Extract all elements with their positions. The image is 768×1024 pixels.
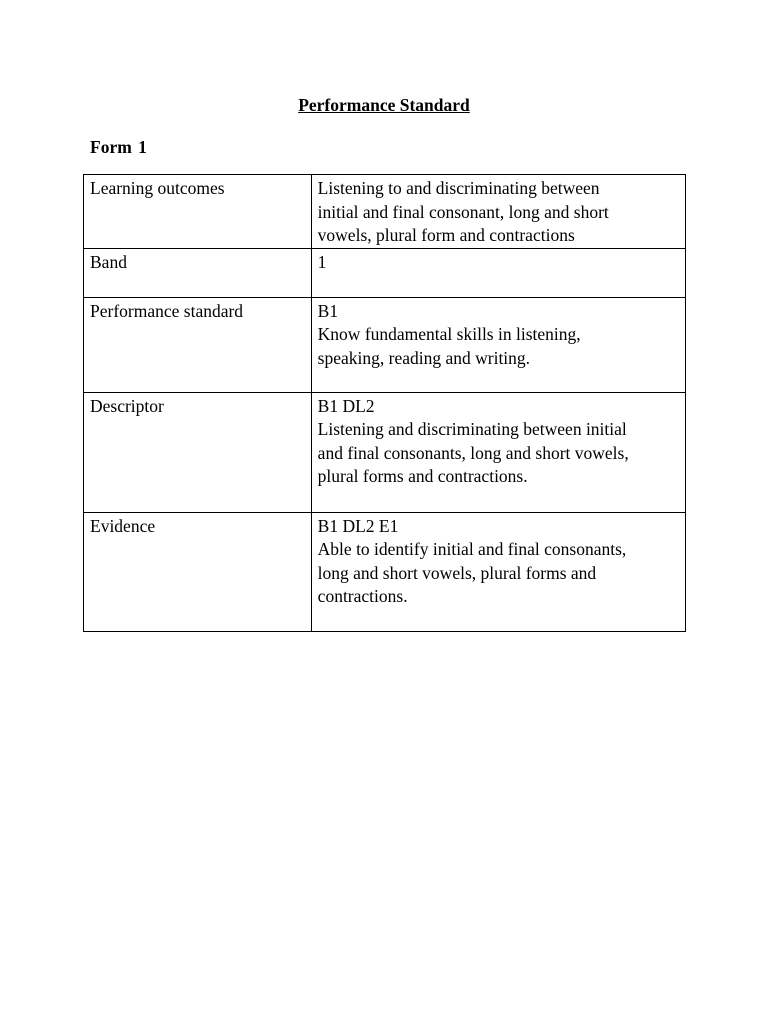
value-line: 1 — [317, 251, 327, 272]
value-line: initial and final consonant, long and short — [317, 201, 609, 222]
value-cell — [311, 175, 685, 249]
value-line: Know fundamental skills in listening, — [317, 324, 581, 344]
value-line: speaking, reading and writing. — [317, 347, 531, 368]
value-line: long and short vowels, plural forms and — [317, 562, 597, 583]
form-label: Form 1 — [90, 137, 147, 157]
value-cell — [311, 297, 685, 392]
table-row-performance-standard — [84, 297, 686, 392]
table-row-descriptor — [84, 392, 686, 512]
table-row-evidence — [84, 512, 686, 631]
value-line: B1 DL2 — [317, 395, 375, 416]
label-cell: Band — [84, 248, 312, 297]
table-row-learning-outcomes — [84, 175, 686, 249]
value-line: contractions. — [317, 586, 408, 606]
label-cell: Performance standard — [84, 297, 312, 392]
value-line: plural forms and contractions. — [317, 466, 528, 486]
value-line: Able to identify initial and final consonants, — [317, 539, 627, 559]
page-title: Performance Standard — [298, 95, 470, 115]
value-line: B1 — [317, 300, 339, 321]
table-row-band — [84, 248, 686, 297]
value-cell — [311, 248, 685, 297]
value-line: B1 DL2 E1 — [317, 515, 399, 536]
value-line: vowels, plural form and contractions — [317, 225, 575, 245]
label-cell: Descriptor — [84, 392, 312, 512]
label-cell: Learning outcomes — [84, 175, 312, 249]
value-line: Listening to and discriminating between — [317, 178, 600, 198]
value-cell — [311, 512, 685, 631]
label-cell: Evidence — [84, 512, 312, 631]
value-line: and final consonants, long and short vowels, — [317, 442, 629, 463]
performance-standard-table — [83, 174, 686, 632]
value-cell — [311, 392, 685, 512]
value-line: Listening and discriminating between initial — [317, 419, 627, 439]
